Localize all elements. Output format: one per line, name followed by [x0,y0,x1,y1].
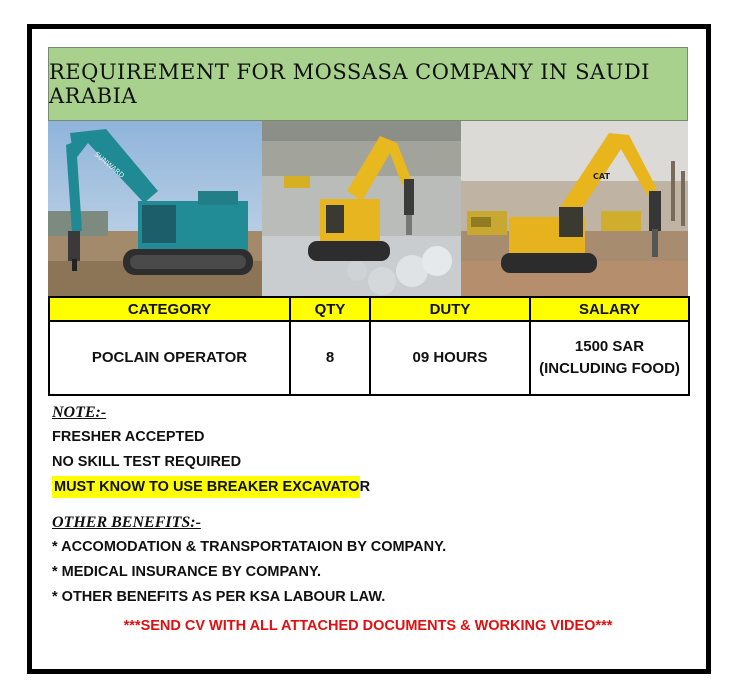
highlighted-requirement: MUST KNOW TO USE BREAKER EXCAVATO [52,476,360,498]
note-item: FRESHER ACCEPTED [52,429,205,445]
cell-salary [530,321,689,395]
benefit-item: * ACCOMODATION & TRANSPORTATAION BY COMPANY. [52,539,447,555]
cell-duty: 09 HOURS [370,321,530,395]
header-qty: QTY [290,297,370,321]
cell-qty: 8 [290,321,370,395]
notes-section [52,400,682,610]
header-category: CATEGORY [49,297,290,321]
job-table [48,296,690,396]
cat-excavator-breaking-rock-photo [262,121,461,296]
photo-strip [48,121,688,296]
benefit-item: * MEDICAL INSURANCE BY COMPANY. [52,564,322,580]
brand-label: CAT [593,172,610,181]
sunward-excavator-breaker-photo [48,121,262,296]
header-salary: SALARY [530,297,689,321]
footer-instruction: ***SEND CV WITH ALL ATTACHED DOCUMENTS & WORKING VIDEO*** [123,618,613,634]
note-heading: NOTE:- [52,404,107,421]
cell-category: POCLAIN OPERATOR [49,321,290,395]
salary-amount: 1500 SAR [574,338,645,355]
table-header-row [49,297,689,321]
title-banner [48,47,688,121]
note-item: NO SKILL TEST REQUIRED [52,454,242,470]
page-title: REQUIREMENT FOR MOSSASA COMPANY IN SAUDI ARABIA [49,60,650,108]
benefit-item: * OTHER BENEFITS AS PER KSA LABOUR LAW. [52,589,386,605]
highlighted-requirement-tail: R [359,479,371,495]
header-duty: DUTY [370,297,530,321]
benefits-heading: OTHER BENEFITS:- [52,514,201,531]
cat-excavator-quarry-photo [461,121,688,296]
brand-label: SUNWARD [92,150,126,180]
salary-note: (INCLUDING FOOD) [539,360,680,377]
note-highlight-line [52,475,682,500]
table-row [49,321,689,395]
